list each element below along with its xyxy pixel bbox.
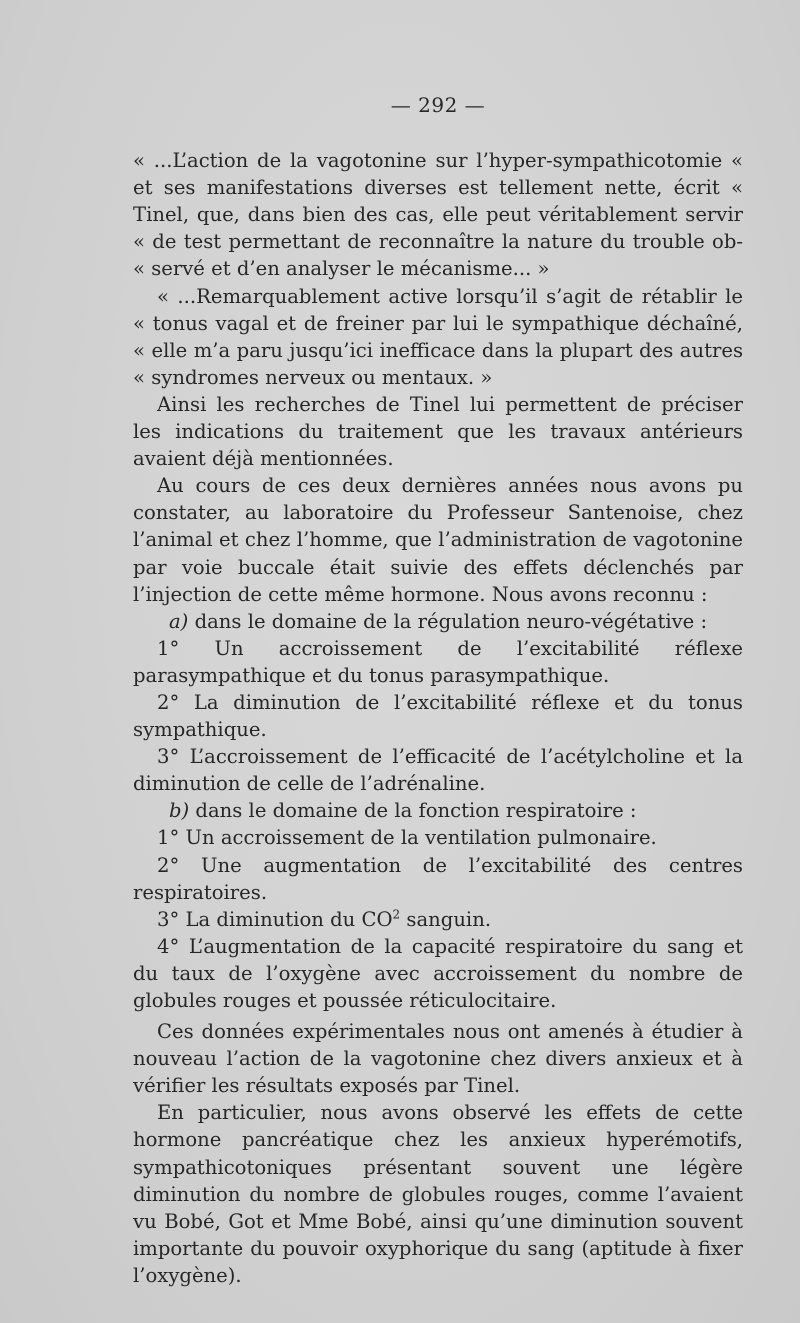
paragraph-en-particulier: En particulier, nous avons observé les effets de cette hormone pancréatique chez les anxieux hyperémotifs, sympathicotoniques présentant souvent une légère diminution du nombre de globules rouges, comme l’avaient vu Bobé, Got et Mme Bobé, ainsi qu’une diminution souvent importante du pouvoir oxyphorique du sang (aptitude à fixer l’oxygène). [133,1101,743,1287]
quote-tinel-2: « ...Remarquablement active lorsqu’il s’agit de rétablir le « tonus vagal et de freiner par lui le sympathique déchaîné, « elle m’a paru jusqu’ici inefficace dans la plupart des autres « syndromes nerveux ou mentaux. » [133,284,743,389]
section-a-item-1: 1° Un accroissement de l’excitabilité réflexe parasympathique et du tonus parasympathique. [133,636,743,687]
section-a-label: a) [169,609,189,633]
paragraph-ainsi: Ainsi les recherches de Tinel lui permettent de préciser les indications du traitement que les travaux antérieurs avaient déjà mentionnées. [133,392,743,471]
section-a-item-2: 2° La diminution de l’excitabilité réflexe et du tonus sympathique. [133,690,743,742]
section-a-heading-text: dans le domaine de la régulation neuro-végétative : [194,609,708,633]
section-b-item-3-tail: sanguin. [400,907,492,931]
section-b-item-3-text: 3° La diminution du CO [157,907,393,931]
section-a-heading [133,608,743,635]
paragraph-ces-donnees: Ces données expérimentales nous ont amenés à étudier à nouveau l’action de la vagotonine chez divers anxieux et à vérifier les résultats exposés par Tinel. [133,1020,743,1098]
book-page [133,92,743,1289]
section-b-item-4: 4° L’augmentation de la capacité respiratoire du sang et du taux de l’oxygène avec accroissement du nombre de globules rouges et poussée réticulocitaire. [133,934,743,1012]
section-b-item-3 [133,906,743,933]
section-b-item-1: 1° Un accroissement de la ventilation pulmonaire. [157,826,657,850]
section-b-heading [133,797,743,824]
page-number: — 292 — [390,93,486,117]
quote-tinel-1: « ...L’action de la vagotonine sur l’hyper-sympathicotomie « et ses manifestations diverses est tellement nette, écrit « Tinel, que, dans bien des cas, elle peut véritablement servir « de test permettant de reconnaître la nature du trouble ob- « servé et d’en analyser le mécanisme... » [133,149,743,281]
paragraph-au-cours: Au cours de ces deux dernières années nous avons pu constater, au laboratoire du Professeur Santenoise, chez l’animal et chez l’homme, que l’administration de vagotonine par voie buccale était suivie des effets déclenchés par l’injection de cette même hormone. Nous avons reconnu : [133,474,743,606]
section-b-item-3-superscript: 2 [392,907,401,922]
section-b-heading-text: dans le domaine de la fonction respiratoire : [195,799,637,823]
section-a-item-3: 3° L’accroissement de l’efficacité de l’acétylcholine et la diminution de celle de l’adrénaline. [133,745,743,796]
section-b-item-2: 2° Une augmentation de l’excitabilité des centres respiratoires. [133,853,743,904]
section-b-label: b) [169,799,190,823]
